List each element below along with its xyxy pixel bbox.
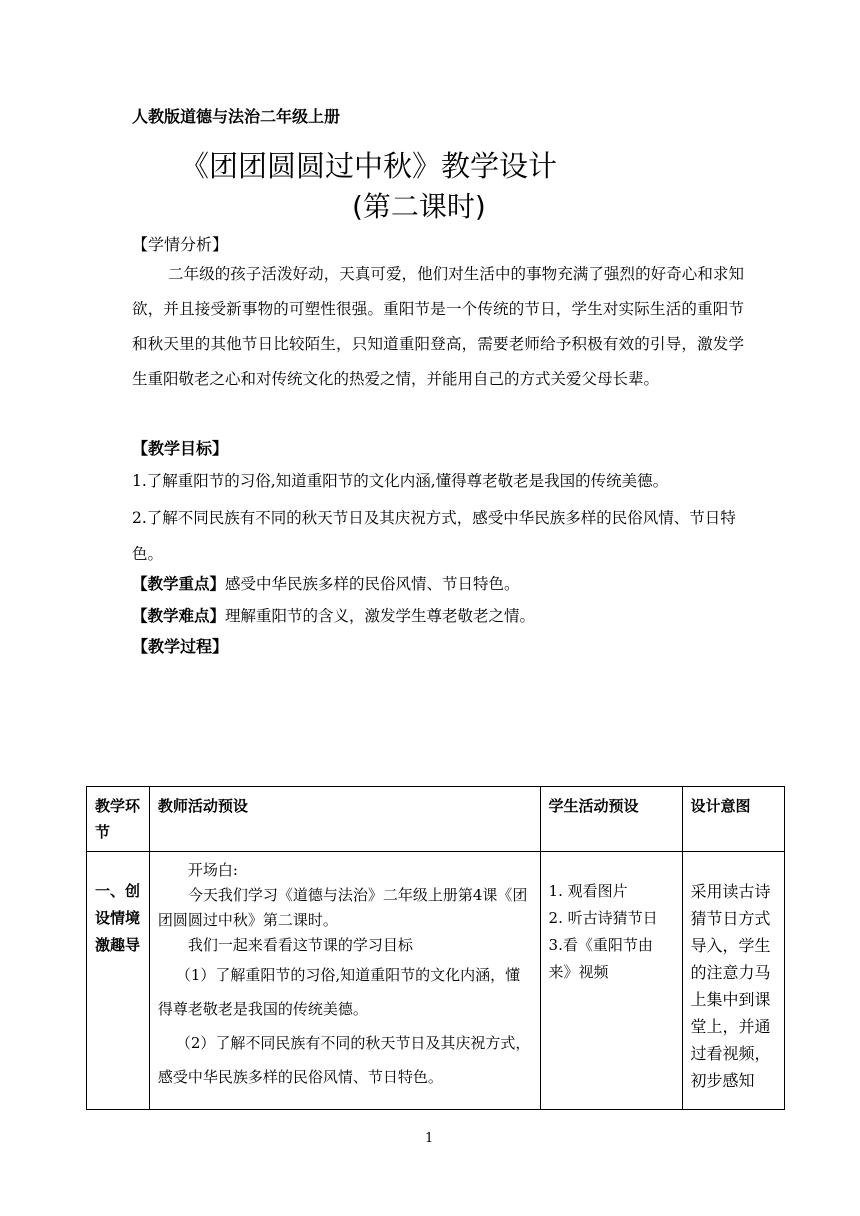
student-activity-cell: [540, 852, 682, 1110]
table-header-row: [87, 787, 785, 852]
key-point-text: 感受中华民族多样的民俗风情、节日特色。: [225, 575, 520, 593]
table-row: [87, 852, 785, 1110]
stage-cell: 一、创设情境激趣导: [87, 852, 150, 1110]
lesson-label: (第二课时): [352, 190, 486, 223]
objective-item-1: 1.了解重阳节的习俗,知道重阳节的文化内涵,懂得尊老敬老是我国的传统美德。: [132, 472, 669, 490]
col-header-teacher: 教师活动预设: [149, 787, 540, 852]
key-point: [132, 572, 520, 594]
student-line: 2. 听古诗猜节日: [548, 909, 658, 927]
objectives-heading: 【教学目标】: [132, 439, 229, 458]
page-number: 1: [425, 1131, 434, 1146]
objective-item-2: 2.了解不同民族有不同的秋天节日及其庆祝方式，感受中华民族多样的民俗风情、节日特色。: [132, 509, 736, 563]
key-point-label: 【教学重点】: [132, 574, 226, 593]
process-table: [86, 786, 785, 1110]
difficulty-label: 【教学难点】: [132, 606, 226, 625]
teacher-line: 我们一起来看看这节课的学习目标: [187, 936, 413, 954]
teacher-line: （1）了解重阳节的习俗,知道重阳节的文化内涵，懂得尊老敬老是我国的传统美德。: [157, 966, 521, 1018]
difficulty-point: [132, 604, 535, 626]
analysis-heading: 【学情分析】: [132, 235, 229, 254]
document-subtitle: 人教版道德与法治二年级上册: [132, 107, 341, 126]
document-title: 《团团圆圆过中秋》教学设计: [180, 149, 558, 183]
analysis-paragraph: 二年级的孩子活泼好动，天真可爱，他们对生活中的事物充满了强烈的好奇心和求知欲，并且接受新事物的可塑性很强。重阳节是一个传统的节日，学生对实际生活的重阳节和秋天里的其他节日比较陌生，只知道重阳登高，需要老师给予积极有效的引导，激发学生重阳敬老之心和对传统文化的热爱之情，并能用自己的方式关爱父母长辈。: [132, 265, 744, 388]
teacher-line: （2）了解不同民族有不同的秋天节日及其庆祝方式，感受中华民族多样的民俗风情、节日特色。: [157, 1034, 531, 1086]
teacher-line: 今天我们学习《道德与法治》二年级上册第4课《团团圆圆过中秋》第二课时。: [157, 886, 528, 929]
student-line: 1. 观看图片: [548, 882, 628, 900]
teacher-activity-cell: [149, 852, 540, 1110]
col-header-stage: 教学环节: [87, 787, 150, 852]
process-heading: 【教学过程】: [132, 637, 229, 656]
difficulty-text: 理解重阳节的含义，激发学生尊老敬老之情。: [225, 607, 536, 625]
col-header-student: 学生活动预设: [540, 787, 682, 852]
col-header-intent: 设计意图: [682, 787, 784, 852]
teacher-line: 开场白:: [187, 861, 238, 879]
student-line: 3.看《重阳节由来》视频: [548, 936, 653, 981]
design-intent-cell: 采用读古诗猜节日方式导入，学生的注意力马上集中到课堂上，并通过看视频，初步感知: [682, 852, 784, 1110]
